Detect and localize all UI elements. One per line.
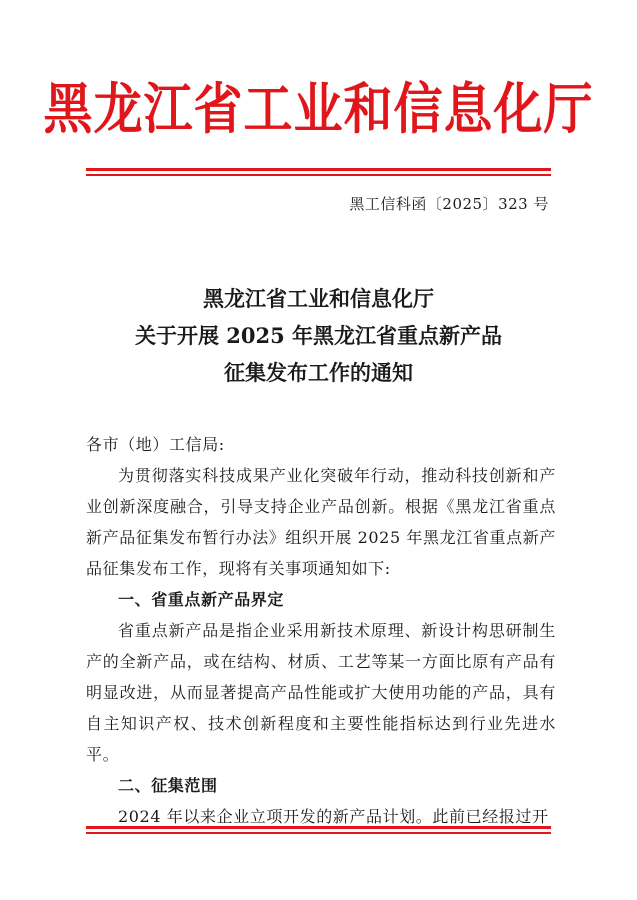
letterhead-rule-thin: [86, 174, 551, 176]
letterhead-rule-thick: [86, 168, 551, 171]
footer-rule-thin: [86, 832, 551, 834]
section-paragraph-2: 2024 年以来企业立项开发的新产品计划。此前已经报过开: [118, 807, 549, 826]
title-line-3: 征集发布工作的通知: [224, 360, 413, 385]
intro-paragraph: 为贯彻落实科技成果产业化突破年行动，推动科技创新和产业创新深度融合，引导支持企业产品创新。根据《黑龙江省重点新产品征集发布暂行办法》组织开展 2025 年黑龙江省重点新产品征集发布工作，现将有关事项通知如下:: [86, 466, 556, 578]
footer-rule-thick: [86, 826, 551, 829]
section-paragraph-1: 省重点新产品是指企业采用新技术原理、新设计构思研制生产的全新产品，或在结构、材质、工艺等某一方面比原有产品有明显改进，从而显著提高产品性能或扩大使用功能的产品，具有自主知识产权、技术创新程度和主要性能指标达到行业先进水平。: [86, 621, 556, 764]
section-heading-1: 一、省重点新产品界定: [118, 590, 285, 609]
title-line-2: 关于开展 2025 年黑龙江省重点新产品: [134, 323, 503, 348]
document-number: 黑工信科函〔2025〕323 号: [349, 195, 549, 213]
document-body: [86, 429, 556, 832]
title-line-1: 黑龙江省工业和信息化厅: [203, 286, 434, 311]
salutation: 各市（地）工信局:: [86, 435, 225, 454]
letterhead-title: 黑龙江省工业和信息化厅: [43, 77, 594, 142]
section-heading-2: 二、征集范围: [118, 776, 218, 795]
document-title: [0, 280, 637, 391]
